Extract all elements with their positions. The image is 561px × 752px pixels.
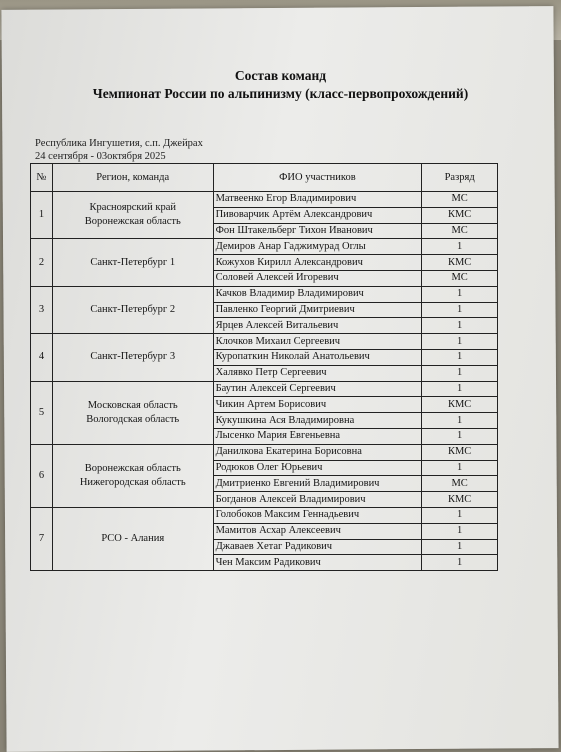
team-number: 7 — [31, 507, 53, 570]
member-rank: 1 — [422, 334, 498, 350]
table-row — [31, 286, 498, 302]
member-name: Богданов Алексей Владимирович — [213, 492, 422, 508]
member-rank: КМС — [422, 397, 498, 413]
member-name: Кожухов Кирилл Александрович — [213, 255, 422, 271]
team-region-line: Нижегородская область — [79, 476, 186, 488]
team-region-line: Санкт-Петербург 1 — [90, 256, 176, 268]
table-row — [31, 334, 498, 350]
member-name: Халявко Петр Сергеевич — [213, 365, 422, 381]
member-rank: КМС — [422, 207, 498, 223]
member-rank: 1 — [422, 302, 498, 318]
member-name: Джаваев Хетаг Радикович — [213, 539, 422, 555]
event-location: Республика Ингушетия, с.п. Джейрах — [35, 138, 203, 149]
member-name: Баутин Алексей Сергеевич — [213, 381, 422, 397]
team-region — [52, 239, 213, 286]
team-region — [52, 444, 213, 507]
member-rank: 1 — [422, 318, 498, 334]
team-region-line: Вологодская область — [86, 413, 180, 425]
member-name: Кукушкина Ася Владимировна — [213, 413, 422, 429]
member-rank: МС — [422, 192, 498, 208]
table-body — [31, 192, 498, 571]
member-rank: 1 — [422, 507, 498, 523]
team-region — [52, 334, 213, 381]
member-name: Качков Владимир Владимирович — [213, 286, 422, 302]
member-rank: 1 — [422, 239, 498, 255]
member-name: Куропаткин Николай Анатольевич — [213, 349, 422, 365]
team-number: 3 — [31, 286, 53, 333]
table-header-row — [31, 164, 498, 192]
event-dates: 24 сентября - 03октября 2025 — [35, 151, 166, 162]
member-rank: МС — [422, 270, 498, 286]
member-rank: 1 — [422, 428, 498, 444]
table-row — [31, 381, 498, 397]
member-name: Родюков Олег Юрьевич — [213, 460, 422, 476]
member-rank: 1 — [422, 349, 498, 365]
member-name: Клочков Михаил Сергеевич — [213, 334, 422, 350]
member-name: Соловей Алексей Игоревич — [213, 270, 422, 286]
team-region — [52, 286, 213, 333]
team-number: 1 — [31, 192, 53, 239]
member-rank: 1 — [422, 413, 498, 429]
team-region — [52, 507, 213, 570]
team-number: 2 — [31, 239, 53, 286]
member-rank: МС — [422, 223, 498, 239]
member-name: Данилкова Екатерина Борисовна — [213, 444, 422, 460]
member-rank: 1 — [422, 539, 498, 555]
member-rank: 1 — [422, 460, 498, 476]
member-name: Голобоков Максим Геннадьевич — [213, 507, 422, 523]
team-region — [52, 381, 213, 444]
header-members: ФИО участников — [213, 164, 422, 192]
member-name: Дмитриенко Евгений Владимирович — [213, 476, 422, 492]
team-roster-table — [30, 163, 498, 571]
team-region-line: Санкт-Петербург 3 — [90, 351, 176, 363]
member-rank: МС — [422, 476, 498, 492]
member-name: Матвеенко Егор Владимирович — [213, 192, 422, 208]
team-region-line: Санкт-Петербург 2 — [90, 303, 176, 315]
team-number: 4 — [31, 334, 53, 381]
team-region-line: Воронежская область — [84, 216, 181, 228]
header-num: № — [31, 164, 53, 192]
table-row — [31, 444, 498, 460]
team-region-line: Воронежская область — [84, 462, 181, 474]
table-row — [31, 507, 498, 523]
document-subtitle: Чемпионат России по альпинизму (класс-первопрохождений) — [92, 86, 469, 101]
member-name: Чикин Артем Борисович — [213, 397, 422, 413]
member-name: Чен Максим Радикович — [213, 555, 422, 571]
team-region-line: Московская область — [87, 399, 178, 411]
header-rank: Разряд — [422, 164, 498, 192]
member-rank: КМС — [422, 255, 498, 271]
member-rank: 1 — [422, 365, 498, 381]
team-region-line: Красноярский край — [89, 202, 177, 214]
member-name: Фон Штакельберг Тихон Иванович — [213, 223, 422, 239]
member-rank: 1 — [422, 286, 498, 302]
table-row — [31, 192, 498, 208]
member-rank: КМС — [422, 444, 498, 460]
team-number: 6 — [31, 444, 53, 507]
member-rank: 1 — [422, 555, 498, 571]
team-region — [52, 192, 213, 239]
team-number: 5 — [31, 381, 53, 444]
member-name: Мамитов Асхар Алексеевич — [213, 523, 422, 539]
member-rank: 1 — [422, 381, 498, 397]
member-name: Лысенко Мария Евгеньевна — [213, 428, 422, 444]
member-name: Ярцев Алексей Витальевич — [213, 318, 422, 334]
member-name: Пивоварчик Артём Александрович — [213, 207, 422, 223]
table-row — [31, 239, 498, 255]
member-name: Павленко Георгий Дмитриевич — [213, 302, 422, 318]
document-title: Состав команд — [234, 68, 327, 83]
team-region-line: РСО - Алания — [101, 533, 165, 545]
member-name: Демиров Анар Гаджимурад Оглы — [213, 239, 422, 255]
member-rank: 1 — [422, 523, 498, 539]
member-rank: КМС — [422, 492, 498, 508]
header-team: Регион, команда — [52, 164, 213, 192]
